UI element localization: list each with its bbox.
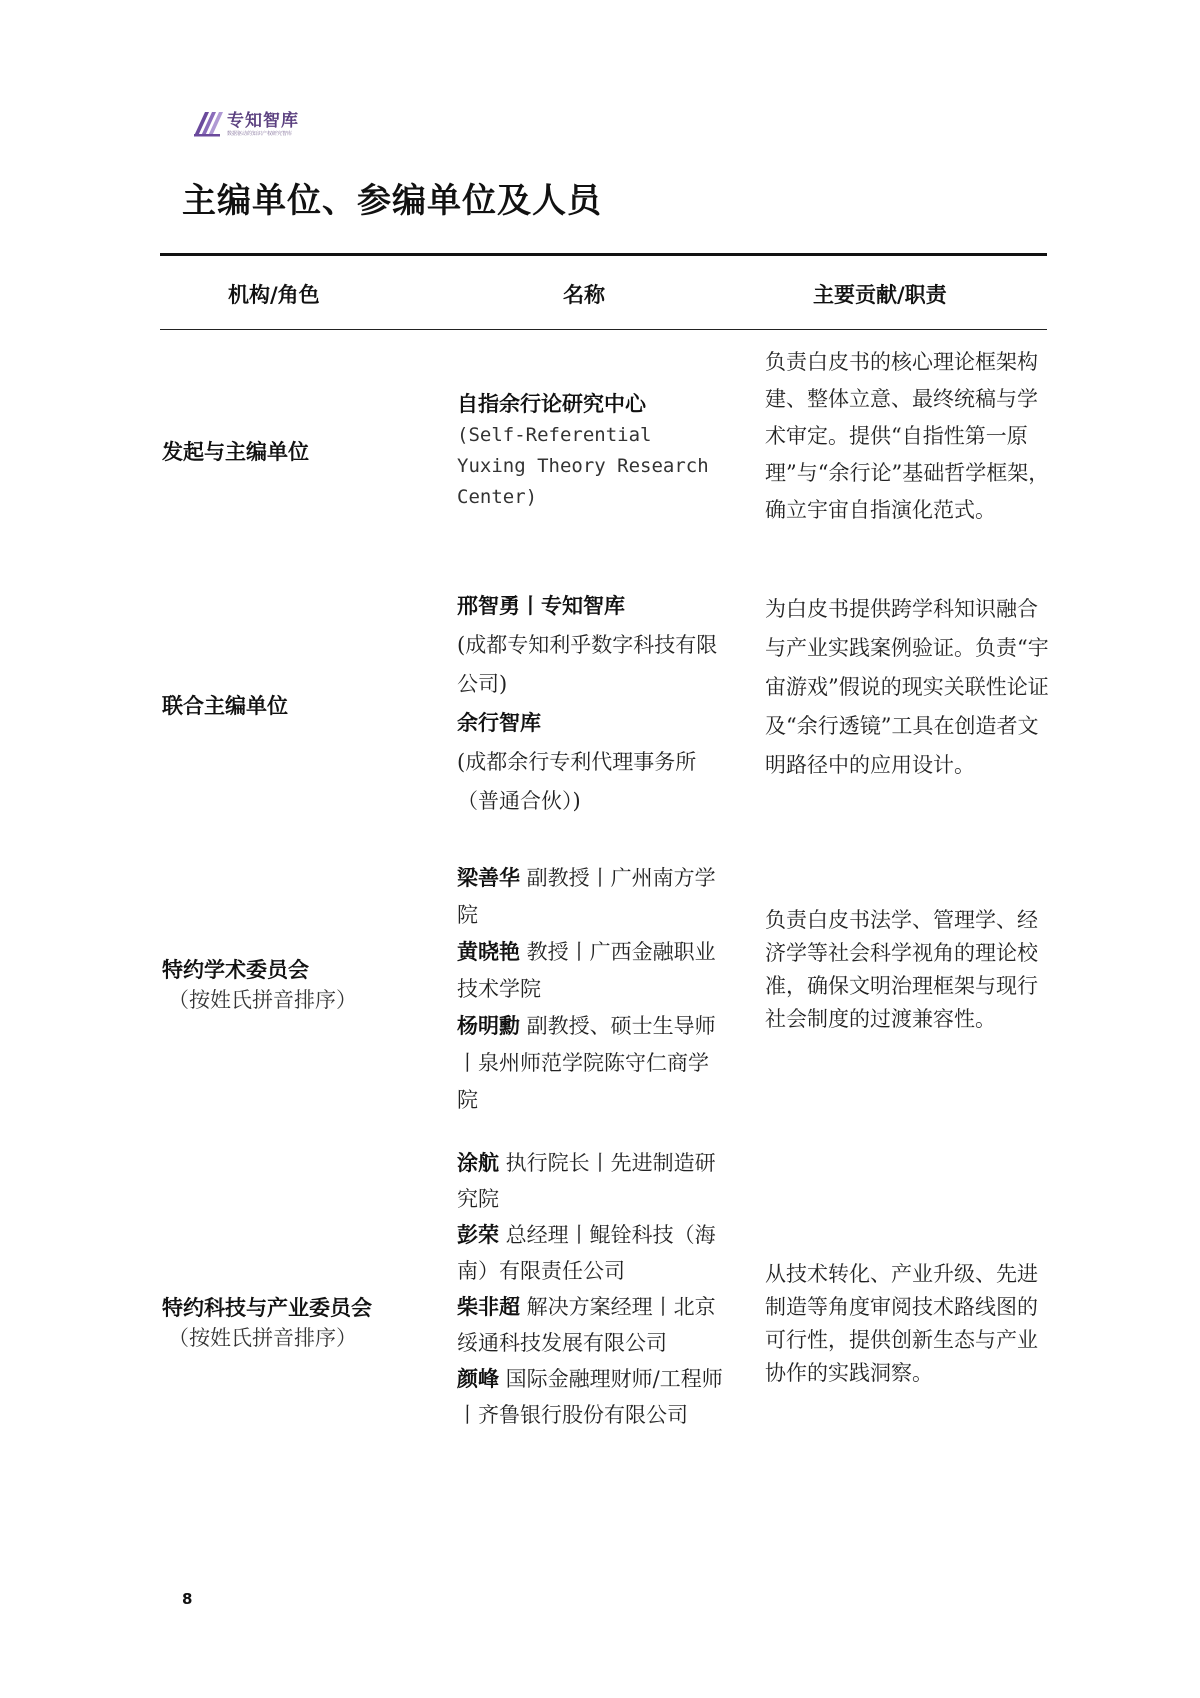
page-title: 主编单位、参编单位及人员 (182, 181, 602, 221)
table-header-rule (160, 329, 1047, 330)
member-name: 杨明勳 (457, 1014, 520, 1038)
member-name: 彭荣 (457, 1223, 499, 1247)
member-detail: 总经理丨鲲铨科技（海南）有限责任公司 (457, 1223, 716, 1283)
row-role-note: （按姓氏拼音排序） (168, 1326, 357, 1350)
list-item (457, 1008, 725, 1119)
org-name-en: (Self-Referential Yuxing Theory Research Center) (457, 424, 709, 508)
member-detail: 解决方案经理丨北京绥通科技发展有限公司 (457, 1295, 716, 1355)
logo-subtitle: 数据驱动的知识产权研究智库 (227, 130, 293, 137)
row-name (457, 860, 725, 1119)
logo (192, 108, 299, 140)
member-name: 梁善华 (457, 866, 520, 890)
org-detail: (成都余行专利代理事务所（普通合伙）) (457, 750, 697, 813)
member-detail: 国际金融理财师/工程师丨齐鲁银行股份有限公司 (457, 1367, 723, 1427)
member-detail: 执行院长丨先进制造研究院 (457, 1151, 716, 1211)
list-item (457, 934, 725, 1008)
list-item (457, 1289, 725, 1361)
list-item (457, 1361, 725, 1433)
row-duty: 为白皮书提供跨学科知识融合与产业实践案例验证。负责“宇宙游戏”假说的现实关联性论证及“余行透镜”工具在创造者文明路径中的应用设计。 (765, 597, 1049, 777)
row-role: 特约科技与产业委员会 (162, 1296, 372, 1320)
member-name: 黄晓艳 (457, 940, 520, 964)
header-duty: 主要贡献/职责 (813, 283, 947, 307)
row-name (457, 1145, 725, 1433)
logo-mark-icon (192, 108, 224, 140)
row-role: 发起与主编单位 (162, 440, 309, 464)
list-item (457, 1145, 725, 1217)
row-role: 联合主编单位 (162, 694, 288, 718)
row-role: 特约学术委员会 (162, 958, 309, 982)
member-name: 涂航 (457, 1151, 499, 1175)
row-duty: 负责白皮书法学、管理学、经济学等社会科学视角的理论校准，确保文明治理框架与现行社会制度的过渡兼容性。 (765, 908, 1038, 1031)
member-detail: 副教授、硕士生导师丨泉州师范学院陈守仁商学院 (457, 1014, 716, 1112)
list-item (457, 1217, 725, 1289)
table-top-rule (160, 253, 1047, 256)
member-name: 柴非超 (457, 1295, 520, 1319)
row-duty: 从技术转化、产业升级、先进制造等角度审阅技术路线图的可行性，提供创新生态与产业协作的实践洞察。 (765, 1262, 1038, 1385)
row-name (457, 389, 725, 513)
page-number: 8 (182, 1590, 193, 1608)
row-duty: 负责白皮书的核心理论框架构建、整体立意、最终统稿与学术审定。提供“自指性第一原理”与“余行论”基础哲学框架，确立宇宙自指演化范式。 (765, 350, 1050, 522)
header-name: 名称 (563, 283, 605, 307)
row-role-note: （按姓氏拼音排序） (168, 988, 357, 1012)
org-detail: (成都专知利乎数字科技有限公司) (457, 633, 718, 696)
member-name: 颜峰 (457, 1367, 499, 1391)
org-title: 邢智勇丨专知智库 (457, 594, 625, 618)
member-detail: 副教授丨广州南方学院 (457, 866, 716, 927)
logo-title: 专知智库 (227, 110, 299, 131)
member-detail: 教授丨广西金融职业技术学院 (457, 940, 716, 1001)
org-name-cn: 自指余行论研究中心 (457, 392, 646, 416)
header-role: 机构/角色 (228, 283, 320, 307)
org-title: 余行智库 (457, 711, 541, 735)
row-name (457, 587, 725, 821)
list-item (457, 860, 725, 934)
